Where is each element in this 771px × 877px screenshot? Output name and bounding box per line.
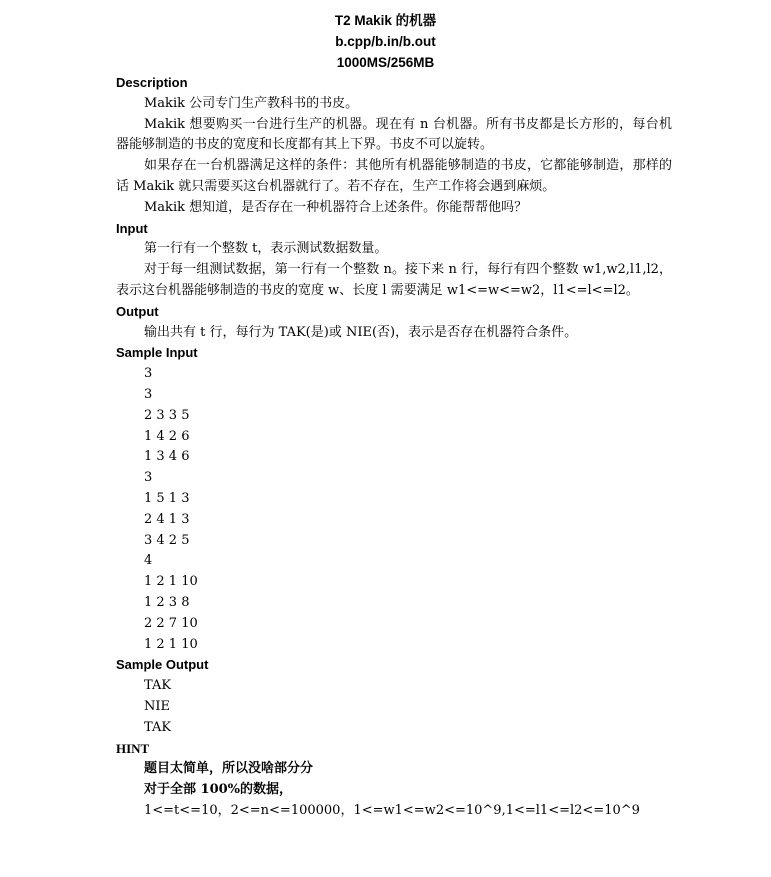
input-heading: Input [116,220,148,236]
sample-input-line: 3 [144,386,153,402]
description-heading: Description [116,75,188,90]
sample-input-line: 1 3 4 6 [144,449,190,465]
hint-line: 题目太简单，所以没啥部分分 [144,761,314,777]
sample-input-line: 1 2 3 8 [144,594,190,610]
sample-input-line: 2 3 3 5 [144,407,190,423]
sample-output-line: TAK [144,678,172,694]
sample-input-block [116,364,672,655]
sample-input-line: 4 [144,553,153,569]
io-files: b.cpp/b.in/b.out [335,34,436,49]
description-paragraph: Makik 想知道，是否存在一种机器符合上述条件。你能帮帮他吗？ [144,199,528,215]
sample-input-line: 3 [144,366,153,382]
sample-input-line: 3 [144,470,153,486]
output-heading: Output [116,303,159,319]
description-paragraph: Makik 公司专门生产教科书的书皮。 [144,95,359,111]
description-paragraph: Makik 想要购买一台进行生产的机器。现在有 n 台机器。所有书皮都是长方形的，每台机器能够制造的书皮的宽度和长度都有其上下界。书皮不可以旋转。 [116,116,672,153]
sample-output-block [116,676,672,738]
problem-title: T2 Makik 的机器 [334,13,437,28]
hint-constraints: 1<=t<=10，2<=n<=100000，1<=w1<=w2<=10^9,1<=l1<=l2<=10^9 [144,802,640,818]
sample-input-line: 1 2 1 10 [144,636,198,652]
hint-line: 对于全部 100%的数据， [144,782,293,798]
sample-input-line: 2 4 1 3 [144,511,190,527]
sample-output-line: TAK [144,719,172,735]
problem-body [116,73,672,822]
input-paragraph: 对于每一组测试数据，第一行有一个整数 n。接下来 n 行，每行有四个整数 w1,w2,l1,l2，表示这台机器能够制造的书皮的宽度 w、长度 l 需要满足 w1<=w<=w2，l1<=l<=l2。 [116,262,672,298]
description-paragraph: 如果存在一台机器满足这样的条件：其他所有机器能够制造的书皮，它都能够制造，那样的话 Makik 就只需要买这台机器就行了。若不存在，生产工作将会遇到麻烦。 [116,158,672,194]
sample-input-line: 2 2 7 10 [144,615,198,631]
limits: 1000MS/256MB [336,55,435,70]
sample-input-line: 1 4 2 6 [144,428,190,444]
hint-heading: HINT [116,740,150,756]
sample-input-line: 3 4 2 5 [144,532,190,548]
sample-output-heading: Sample Output [116,657,209,673]
input-paragraph: 第一行有一个整数 t，表示测试数据数量。 [144,241,388,257]
sample-input-line: 1 2 1 10 [144,574,198,590]
output-paragraph: 输出共有 t 行，每行为 TAK(是)或 NIE(否)，表示是否存在机器符合条件。 [144,324,578,340]
problem-header [0,10,771,73]
sample-output-line: NIE [144,698,170,714]
sample-input-heading: Sample Input [116,345,198,361]
sample-input-line: 1 5 1 3 [144,490,190,506]
